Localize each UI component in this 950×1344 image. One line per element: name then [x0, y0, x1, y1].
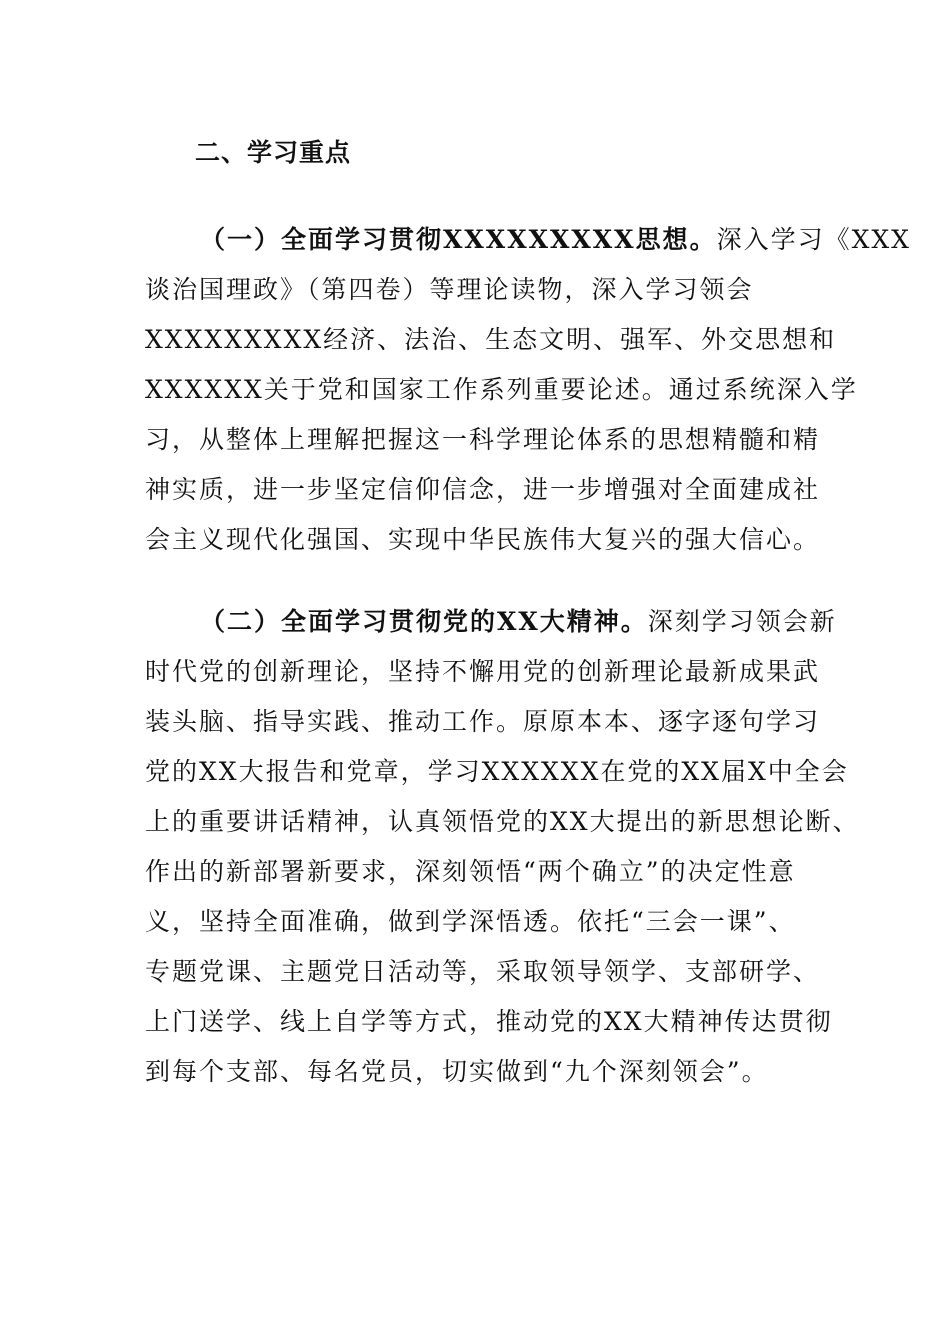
paragraph-2 — [145, 597, 860, 1097]
paragraph-text: 深刻学习领会新 — [647, 607, 837, 636]
paragraph-line — [145, 597, 837, 647]
paragraph-line: 到每个支部、每名党员，切实做到“九个深刻领会”。 — [145, 1057, 769, 1086]
paragraph-lead: （二）全面学习贯彻党的XX大精神。 — [200, 607, 648, 636]
paragraph-line — [145, 215, 911, 265]
paragraph-line: 习，从整体上理解把握这一科学理论体系的思想精髓和精 — [145, 425, 821, 454]
paragraph-line: XXXXXX关于党和国家工作系列重要论述。通过系统深入学 — [145, 375, 858, 404]
paragraph-line: 专题党课、主题党日活动等，采取领导领学、支部研学、 — [145, 957, 821, 986]
paragraph-line: 上门送学、线上自学等方式，推动党的XX大精神传达贯彻 — [145, 1007, 833, 1036]
paragraph-line: XXXXXXXXX经济、法治、生态文明、强军、外交思想和 — [145, 325, 837, 354]
paragraph-line: 时代党的创新理论，坚持不懈用党的创新理论最新成果武 — [145, 657, 821, 686]
paragraph-line: 神实质，进一步坚定信仰信念，进一步增强对全面建成社 — [145, 475, 821, 504]
paragraph-line: 会主义现代化强国、实现中华民族伟大复兴的强大信心。 — [145, 525, 821, 554]
section-heading: 二、学习重点 — [195, 138, 352, 167]
paragraph-line: 装头脑、指导实践、推动工作。原原本本、逐字逐句学习 — [145, 707, 821, 736]
paragraph-line: 上的重要讲话精神，认真领悟党的XX大提出的新思想论断、 — [145, 807, 860, 836]
paragraph-line: 义，坚持全面准确，做到学深悟透。依托“三会一课”、 — [145, 907, 796, 936]
paragraph-text: 深入学习《XXX — [716, 225, 911, 254]
paragraph-line: 作出的新部署新要求，深刻领悟“两个确立”的决定性意 — [145, 857, 796, 886]
paragraph-line: 党的XX大报告和党章，学习XXXXXX在党的XX届X中全会 — [145, 757, 849, 786]
paragraph-1 — [145, 215, 911, 565]
paragraph-line: 谈治国理政》（第四卷）等理论读物，深入学习领会 — [145, 275, 754, 304]
paragraph-lead: （一）全面学习贯彻XXXXXXXXX思想。 — [200, 225, 717, 254]
